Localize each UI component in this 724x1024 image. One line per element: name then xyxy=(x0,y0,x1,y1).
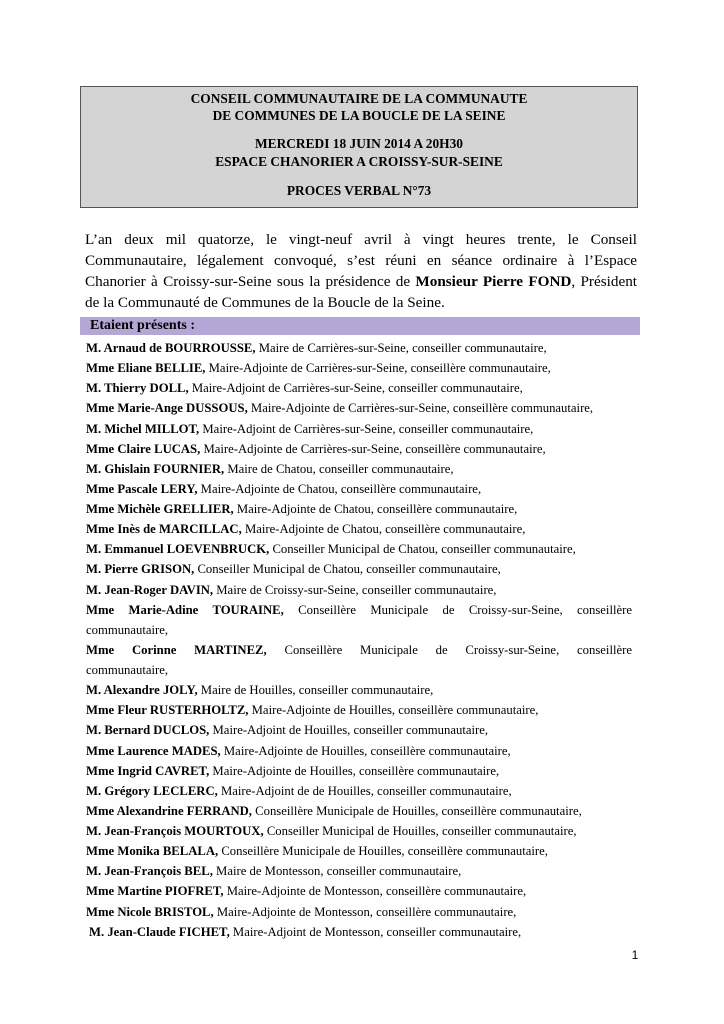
attendee-name: M. Thierry DOLL, xyxy=(86,381,189,396)
attendee-name: Mme Monika BELALA, xyxy=(86,844,219,859)
attendee-row xyxy=(86,902,632,922)
attendee-row xyxy=(86,398,632,418)
attendee-row xyxy=(86,580,632,600)
attendee-row xyxy=(86,499,632,519)
attendee-role: Maire de Houilles, conseiller communautaire, xyxy=(197,683,434,698)
title-line-1: CONSEIL COMMUNAUTAIRE DE LA COMMUNAUTE xyxy=(190,91,528,106)
attendee-name: M. Jean-Roger DAVIN, xyxy=(86,582,214,597)
attendee-row xyxy=(86,459,632,479)
attendee-name: M. Emmanuel LOEVENBRUCK, xyxy=(86,542,270,557)
attendee-name: M. Ghislain FOURNIER, xyxy=(86,461,225,476)
attendee-role: Maire-Adjoint de Carrières-sur-Seine, conseiller communautaire, xyxy=(199,421,534,436)
intro-text-after: , Président de la Communauté de Communes de la Boucle de la Seine. xyxy=(85,273,638,311)
attendee-role: Maire-Adjointe de Carrières-sur-Seine, conseillère communautaire, xyxy=(205,361,551,376)
attendee-name: Mme Alexandrine FERRAND, xyxy=(86,803,252,818)
attendee-role: Maire de Carrières-sur-Seine, conseiller communautaire, xyxy=(255,341,547,355)
minutes-number: PROCES VERBAL N°73 xyxy=(286,183,432,198)
attendee-list xyxy=(86,338,632,942)
attendee-name: M. Jean-François MOURTOUX, xyxy=(86,824,264,838)
attendee-row xyxy=(86,861,632,881)
attendee-row xyxy=(86,439,632,459)
attendee-role: Conseiller Municipal de Chatou, conseiller communautaire, xyxy=(269,542,576,557)
attendee-name: M. Jean-François BEL, xyxy=(86,864,213,879)
section-heading-present: Etaient présents : xyxy=(80,317,640,335)
attendee-role: Conseiller Municipal de Chatou, conseiller communautaire, xyxy=(194,562,501,577)
attendee-row xyxy=(86,378,632,398)
attendee-name: M. Michel MILLOT, xyxy=(86,421,200,436)
attendee-name: M. Grégory LECLERC, xyxy=(86,783,218,798)
attendee-row xyxy=(86,720,632,740)
attendee-row xyxy=(86,640,632,660)
attendee-row xyxy=(86,479,632,499)
title-line-2: DE COMMUNES DE LA BOUCLE DE LA SEINE xyxy=(212,108,506,123)
attendee-role: Maire-Adjointe de Carrières-sur-Seine, conseillère communautaire, xyxy=(200,441,546,456)
attendee-row xyxy=(86,419,632,439)
attendee-name: Mme Marie-Ange DUSSOUS, xyxy=(86,401,248,416)
attendee-role-continuation: communautaire, xyxy=(86,663,169,677)
attendee-row xyxy=(86,600,632,620)
intro-paragraph xyxy=(85,229,637,313)
attendee-role: Maire-Adjoint de de Houilles, conseiller communautaire, xyxy=(217,783,512,798)
attendee-name: Mme Laurence MADES, xyxy=(86,743,221,758)
attendee-role: Maire-Adjointe de Houilles, conseillère communautaire, xyxy=(220,743,511,758)
attendee-role: Maire-Adjointe de Montesson, conseillère communautaire, xyxy=(213,904,517,919)
attendee-name: M. Alexandre JOLY, xyxy=(86,683,198,698)
attendee-role: Conseillère Municipale de Houilles, conseillère communautaire, xyxy=(218,844,548,859)
attendee-role: Maire de Chatou, conseiller communautaire, xyxy=(224,461,454,476)
attendee-name: Mme Martine PIOFRET, xyxy=(86,884,224,899)
attendee-name: M. Bernard DUCLOS, xyxy=(86,723,210,738)
attendee-role: Maire-Adjoint de Montesson, conseiller communautaire, xyxy=(229,924,522,939)
attendee-name: Mme Pascale LERY, xyxy=(86,481,198,496)
attendee-row xyxy=(86,559,632,579)
attendee-name: Mme Claire LUCAS, xyxy=(86,441,201,456)
attendee-role: Maire de Montesson, conseiller communautaire, xyxy=(212,864,462,879)
page-number: 1 xyxy=(631,948,639,962)
attendee-role: Maire-Adjointe de Carrières-sur-Seine, conseillère communautaire, xyxy=(247,401,594,416)
attendee-row xyxy=(86,881,632,901)
meeting-date: MERCREDI 18 JUIN 2014 A 20H30 xyxy=(255,136,463,151)
attendee-name: Mme Corinne MARTINEZ, xyxy=(86,642,267,657)
attendee-name: M. Jean-Claude FICHET, xyxy=(89,924,230,939)
attendee-row xyxy=(86,821,632,841)
attendee-role: Conseillère Municipale de Houilles, conseillère communautaire, xyxy=(251,803,582,818)
attendee-row xyxy=(86,761,632,781)
attendee-name: Mme Michèle GRELLIER, xyxy=(86,502,234,516)
attendee-name: Mme Eliane BELLIE, xyxy=(86,361,206,376)
attendee-row xyxy=(86,700,632,720)
attendee-row xyxy=(86,741,632,761)
attendee-row xyxy=(86,358,632,378)
meeting-venue: ESPACE CHANORIER A CROISSY-SUR-SEINE xyxy=(215,154,503,169)
attendee-row xyxy=(86,781,632,801)
attendee-row xyxy=(86,680,632,700)
title-box xyxy=(80,86,638,208)
attendee-role: Maire-Adjointe de Chatou, conseillère communautaire, xyxy=(197,481,482,496)
attendee-row xyxy=(86,841,632,861)
attendee-role: Maire-Adjointe de Chatou, conseillère communautaire, xyxy=(241,522,526,537)
attendee-role: Conseillère Municipale de Croissy-sur-Seine, conseillère xyxy=(266,642,632,657)
attendee-role: Maire-Adjointe de Montesson, conseillère communautaire, xyxy=(223,884,527,899)
attendee-role: Conseiller Municipal de Houilles, conseiller communautaire, xyxy=(263,824,577,838)
attendee-row xyxy=(86,338,632,358)
attendee-row xyxy=(86,922,632,942)
attendee-row xyxy=(86,519,632,539)
attendee-name: Mme Nicole BRISTOL, xyxy=(86,904,214,919)
attendee-role: Maire-Adjointe de Houilles, conseillère communautaire, xyxy=(248,703,539,718)
president-name: Monsieur Pierre FOND xyxy=(415,273,572,290)
intro-text-before: L’an deux mil quatorze, le vingt-neuf avril à vingt heures trente, le Conseil Communautaire, légalement convoqué, s’est réuni en séance ordinaire à l’Espace Chanorier à Croissy-sur-Seine sous la présidence de xyxy=(85,231,637,290)
attendee-name: M. Pierre GRISON, xyxy=(86,562,195,577)
attendee-role: Maire de Croissy-sur-Seine, conseiller communautaire, xyxy=(213,582,497,597)
attendee-name: Mme Fleur RUSTERHOLTZ, xyxy=(86,703,249,718)
attendee-role-continuation: communautaire, xyxy=(86,622,169,637)
attendee-row xyxy=(86,539,632,559)
attendee-role: Maire-Adjointe de Houilles, conseillère communautaire, xyxy=(209,763,500,778)
attendee-name: Mme Ingrid CAVRET, xyxy=(86,763,210,778)
attendee-role: Maire-Adjointe de Chatou, conseillère communautaire, xyxy=(233,502,518,516)
attendee-row xyxy=(86,801,632,821)
attendee-role: Maire-Adjoint de Houilles, conseiller communautaire, xyxy=(209,723,489,738)
attendee-name: M. Arnaud de BOURROUSSE, xyxy=(86,341,256,355)
attendee-name: Mme Marie-Adine TOURAINE, xyxy=(86,602,284,617)
attendee-role: Maire-Adjoint de Carrières-sur-Seine, conseiller communautaire, xyxy=(188,381,523,396)
attendee-role: Conseillère Municipale de Croissy-sur-Seine, conseillère xyxy=(283,602,632,617)
attendee-name: Mme Inès de MARCILLAC, xyxy=(86,522,242,537)
